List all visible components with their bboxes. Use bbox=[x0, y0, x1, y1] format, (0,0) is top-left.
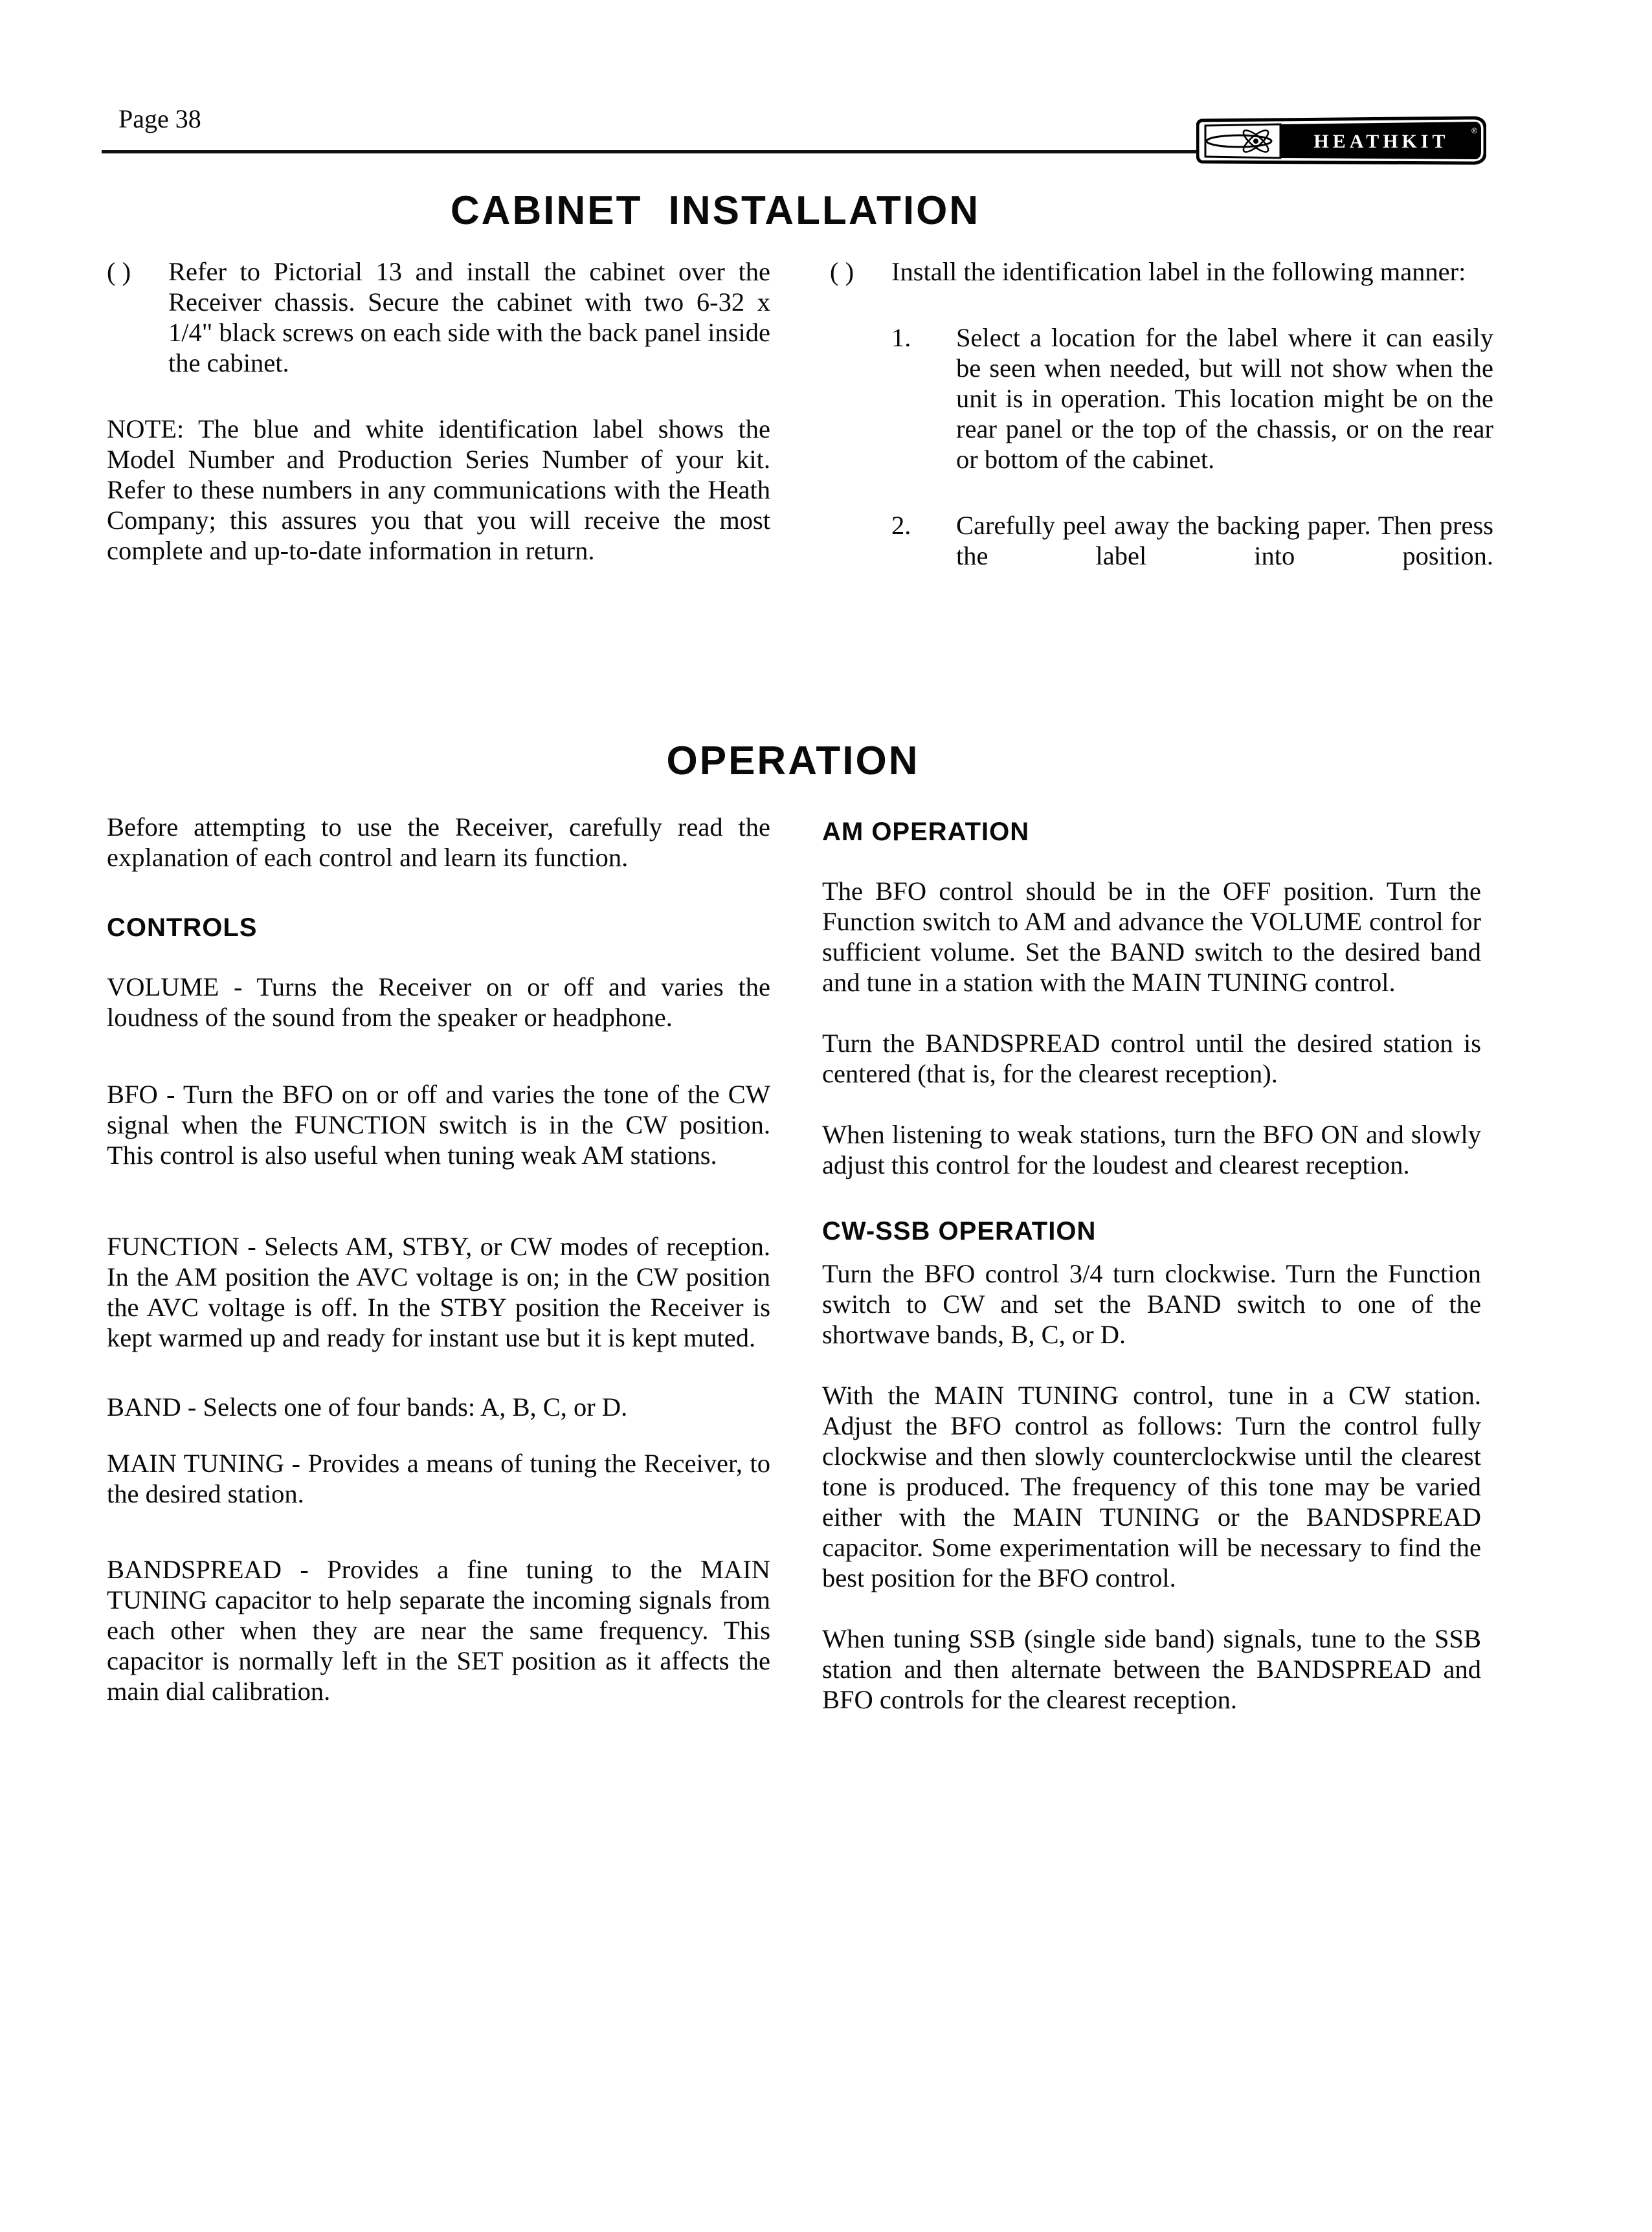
am-operation-heading: AM OPERATION bbox=[822, 818, 1030, 846]
svg-text:HEATHKIT: HEATHKIT bbox=[1313, 131, 1449, 152]
page-number: Page 38 bbox=[118, 104, 201, 133]
list-item: 1. Select a location for the label where it can easily be seen when needed, but will not show when the unit is in operation. This location might be on the rear panel or the top of the chassis, or on the rear or bottom of the cabinet. bbox=[891, 323, 1493, 474]
section-title-operation: OPERATION bbox=[666, 739, 920, 783]
label-steps-list bbox=[830, 322, 1493, 571]
am-paragraph: Turn the BANDSPREAD control until the desired station is centered (that is, for the clearest reception). bbox=[822, 1029, 1481, 1088]
am-paragraph: When listening to weak stations, turn the BFO ON and slowly adjust this control for the loudest and clearest reception. bbox=[822, 1120, 1481, 1179]
step-text: Refer to Pictorial 13 and install the cabinet over the Receiver chassis. Secure the cabinet with two 6-32 x 1/4" black screws on each side with the back panel inside the cabinet. bbox=[168, 257, 770, 377]
cabinet-left-column bbox=[107, 256, 770, 566]
svg-text:®: ® bbox=[1471, 126, 1477, 135]
list-item: 2. Carefully peel away the backing paper. Then press the label into position. bbox=[891, 511, 1493, 570]
intro-paragraph: Before attempting to use the Receiver, carefully read the explanation of each control and learn its function. bbox=[107, 812, 770, 872]
cw-paragraph: Turn the BFO control 3/4 turn clockwise. Turn the Function switch to CW and set the BAND switch to one of the shortwave bands, B, C, or D. bbox=[822, 1259, 1481, 1349]
operation-left-column bbox=[107, 812, 770, 1706]
step-text: Install the identification label in the following manner: bbox=[891, 257, 1466, 286]
cw-paragraph: When tuning SSB (single side band) signals, tune to the SSB station and then alternate between the BANDSPREAD and BFO controls for the clearest reception. bbox=[822, 1624, 1481, 1714]
header-rule bbox=[102, 150, 1215, 153]
am-paragraph: The BFO control should be in the OFF position. Turn the Function switch to AM and advance the VOLUME control for sufficient volume. Set the BAND switch to the desired band and tune in a station with the MAIN TUNING control. bbox=[822, 876, 1481, 997]
label-step bbox=[830, 256, 1493, 287]
heathkit-logo bbox=[1196, 115, 1486, 166]
step-checkbox[interactable]: ( ) bbox=[830, 257, 854, 286]
cw-ssb-operation-heading: CW-SSB OPERATION bbox=[822, 1217, 1097, 1245]
cabinet-step bbox=[107, 256, 770, 378]
control-volume: VOLUME - Turns the Receiver on or off and varies the loudness of the sound from the speaker or headphone. bbox=[107, 972, 770, 1032]
control-main-tuning: MAIN TUNING - Provides a means of tuning the Receiver, to the desired station. bbox=[107, 1449, 770, 1508]
control-function: FUNCTION - Selects AM, STBY, or CW modes of reception. In the AM position the AVC voltage is on; in the CW position the AVC voltage is off. In the STBY position the Receiver is kept warmed up and ready for instant use but it is kept muted. bbox=[107, 1232, 770, 1352]
control-bandspread: BANDSPREAD - Provides a fine tuning to the MAIN TUNING capacitor to help separate the incoming signals from each other when they are near the same frequency. This capacitor is normally left in the SET position as it affects the main dial calibration. bbox=[107, 1555, 770, 1706]
note-paragraph: NOTE: The blue and white identification label shows the Model Number and Production Series Number of your kit. Refer to these numbers in any communications with the Heath Company; this assures you that you will receive the most complete and up-to-date information in return. bbox=[107, 414, 770, 565]
cabinet-right-column bbox=[830, 256, 1493, 571]
control-bfo: BFO - Turn the BFO on or off and varies the tone of the CW signal when the FUNCTION switch is in the CW position. This control is also useful when tuning weak AM stations. bbox=[107, 1080, 770, 1170]
section-title-cabinet-installation: CABINET INSTALLATION bbox=[450, 188, 981, 233]
step-checkbox[interactable]: ( ) bbox=[107, 257, 131, 286]
control-band: BAND - Selects one of four bands: A, B, C, or D. bbox=[107, 1392, 628, 1422]
cw-paragraph: With the MAIN TUNING control, tune in a CW station. Adjust the BFO control as follows: Turn the control fully clockwise and then slowly counterclockwise until the clearest tone is produced. The frequency of this tone may be varied either with the MAIN TUNING or the BANDSPREAD capacitor. Some experimentation will be necessary to find the best position for the BFO control. bbox=[822, 1381, 1481, 1592]
operation-right-column bbox=[822, 817, 1481, 1715]
controls-heading: CONTROLS bbox=[107, 913, 258, 942]
